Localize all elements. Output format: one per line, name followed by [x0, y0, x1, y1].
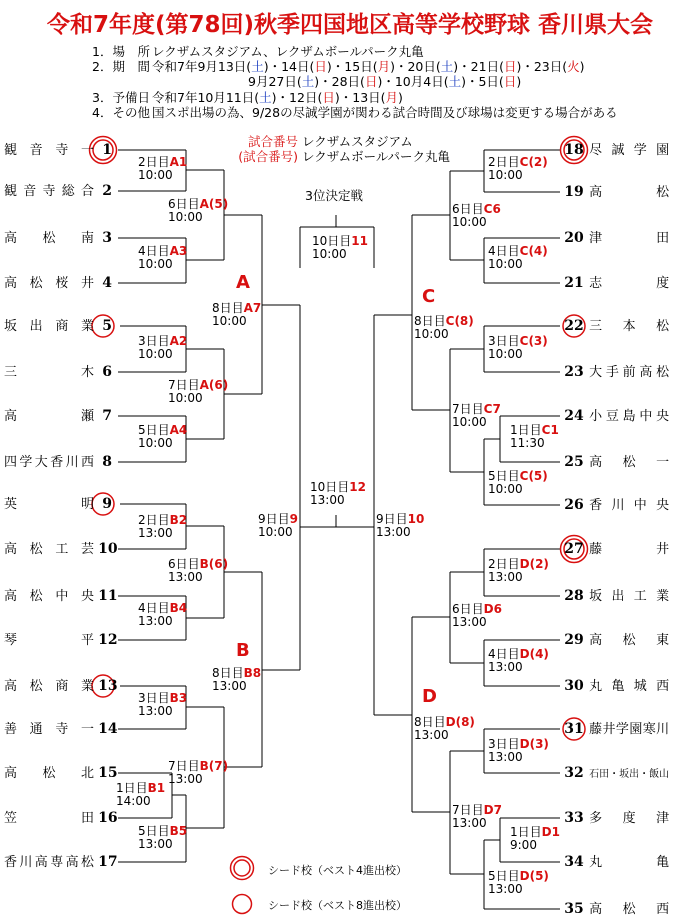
- match-label: 5日目C(5) 10:00: [488, 469, 548, 496]
- match-label: 5日目D(5) 13:00: [488, 869, 549, 896]
- team-name: 四学大香川西: [4, 455, 94, 470]
- team-entry: [563, 184, 669, 201]
- team-entry: [563, 364, 669, 381]
- match-label: 1日目C1 11:30: [510, 423, 559, 450]
- team-name: 津田: [589, 231, 670, 246]
- match-label: 6日目C6 10:00: [452, 202, 501, 229]
- team-entry: [4, 678, 116, 695]
- team-name: 観音寺総合: [4, 184, 94, 199]
- team-number: 5: [102, 318, 113, 334]
- match-label: 3日目D(3) 13:00: [488, 737, 549, 764]
- match-label: 4日目A3 10:00: [138, 244, 188, 271]
- legend-single-text: シード校（ベスト8進出校）: [268, 899, 407, 912]
- team-entry: [4, 496, 116, 513]
- team-number: 35: [564, 901, 584, 917]
- match-label: 8日目D(8) 13:00: [414, 715, 475, 742]
- match-label: 4日目D(4) 13:00: [488, 647, 549, 674]
- team-number: 2: [102, 183, 113, 199]
- team-number: 12: [98, 632, 118, 648]
- team-name: 高松一: [589, 455, 670, 470]
- team-name: 高松桜井: [4, 276, 94, 291]
- team-name: 丸亀城西: [589, 679, 670, 694]
- team-entry: [563, 318, 669, 335]
- match-label: 6日目D6 13:00: [452, 602, 502, 629]
- team-entry: [4, 632, 116, 649]
- match-label: 5日目B5 13:00: [138, 824, 188, 851]
- team-entry: [4, 454, 116, 471]
- team-name: 多度津: [589, 811, 670, 826]
- match-label: 9日目10 13:00: [376, 512, 425, 539]
- third-place-title: 3位決定戦: [305, 188, 363, 203]
- match-label: 7日目A(6) 10:00: [168, 378, 229, 405]
- team-name: 高瀬: [4, 409, 94, 424]
- team-entry: [4, 364, 116, 381]
- match-label: 2日目B2 13:00: [138, 513, 188, 540]
- team-name: 藤井: [589, 542, 670, 557]
- team-name: 善通寺一: [4, 722, 94, 737]
- team-number: 15: [98, 765, 118, 781]
- team-entry: [4, 810, 116, 827]
- team-name: 小豆島中央: [589, 409, 670, 424]
- team-number: 23: [564, 364, 584, 380]
- team-entry: [563, 765, 679, 783]
- team-name: 笠田: [4, 811, 94, 826]
- team-entry: [4, 230, 116, 247]
- team-entry: [563, 721, 669, 738]
- team-name: 高松北: [4, 766, 94, 781]
- block-b-label: B: [236, 640, 250, 661]
- team-number: 29: [564, 632, 584, 648]
- team-name: 坂出工業: [589, 589, 670, 604]
- team-number: 24: [564, 408, 584, 424]
- info-period: 2．期 間 令和7年9月13日(土)・14日(日)・15日(月)・20日(土)・21日(日)・23日(火): [92, 59, 585, 74]
- legend-double-text: シード校（ベスト4進出校）: [268, 864, 407, 877]
- team-name: 高松西: [589, 902, 670, 917]
- team-name: 藤井学園寒川: [589, 722, 670, 737]
- block-c-label: C: [422, 286, 436, 307]
- team-name: 高松南: [4, 231, 94, 246]
- block-d-label: D: [422, 686, 437, 707]
- team-number: 32: [564, 765, 584, 781]
- match-label: 6日目A(5) 10:00: [168, 197, 229, 224]
- match-label: 6日目B(6) 13:00: [168, 557, 229, 584]
- team-number: 33: [564, 810, 584, 826]
- team-number: 3: [102, 230, 113, 246]
- team-name: 志度: [589, 276, 670, 291]
- match-label: 10日目12 13:00: [310, 480, 366, 507]
- team-number: 9: [102, 496, 113, 512]
- team-name: 琴平: [4, 633, 94, 648]
- team-number: 28: [564, 588, 584, 604]
- team-number: 10: [98, 541, 118, 557]
- match-label: 2日目C(2) 10:00: [488, 155, 548, 182]
- match-label: 8日目B8 13:00: [212, 666, 262, 693]
- block-a-label: A: [236, 272, 250, 293]
- third-place-match: 10日目11 10:00: [312, 234, 368, 261]
- team-name: 高松工芸: [4, 542, 94, 557]
- venue-legend-num: 試合番号: [247, 134, 298, 149]
- match-label: 8日目C(8) 10:00: [414, 314, 474, 341]
- info-other: 4．その他 国スポ出場の為、9/28の尽誠学園が関わる試合時間及び球場は変更する場合がある: [92, 105, 618, 120]
- team-entry: [563, 142, 669, 159]
- match-label: 2日目A1 10:00: [138, 155, 188, 182]
- team-entry: [563, 632, 669, 649]
- team-entry: [563, 454, 669, 471]
- info-venue: 1．場 所 レクザムスタジアム、レクザムボールパーク丸亀: [92, 44, 424, 59]
- team-entry: [4, 765, 116, 782]
- legend-single-circle: [231, 893, 253, 919]
- match-label: 4日目B4 13:00: [138, 601, 188, 628]
- match-label: 8日目A7 10:00: [212, 301, 262, 328]
- team-number: 14: [98, 721, 118, 737]
- team-entry: [4, 318, 116, 335]
- team-number: 20: [564, 230, 584, 246]
- team-number: 1: [102, 142, 113, 158]
- match-label: 7日目C7 10:00: [452, 402, 501, 429]
- team-number: 25: [564, 454, 584, 470]
- match-label: 2日目D(2) 13:00: [488, 557, 549, 584]
- team-number: 7: [102, 408, 113, 424]
- team-number: 30: [564, 678, 584, 694]
- team-name: 高松商業: [4, 679, 94, 694]
- team-number: 22: [564, 318, 584, 334]
- info-period-cont: 9月27日(土)・28日(日)・10月4日(土)・5日(日): [248, 74, 522, 89]
- venue-legend-stadium: レクザムスタジアム: [301, 134, 413, 149]
- team-number: 34: [564, 854, 584, 870]
- team-entry: [4, 183, 116, 200]
- venue-legend-num-paren: (試合番号): [238, 149, 298, 164]
- team-name: 観音寺一: [4, 143, 94, 158]
- team-name: 香川中央: [589, 498, 670, 513]
- match-label: 3日目B3 13:00: [138, 691, 188, 718]
- match-label: 3日目C(3) 10:00: [488, 334, 548, 361]
- team-entry: [563, 588, 669, 605]
- match-label: 3日目A2 10:00: [138, 334, 188, 361]
- team-name: 香川高専高松: [4, 855, 94, 870]
- team-entry: [563, 901, 669, 918]
- team-name: 高松中央: [4, 589, 94, 604]
- team-entry: [4, 721, 116, 738]
- match-label: 4日目C(4) 10:00: [488, 244, 548, 271]
- team-number: 17: [98, 854, 118, 870]
- team-number: 6: [102, 364, 113, 380]
- page-title: 令和7年度(第78回)秋季四国地区高等学校野球 香川県大会: [46, 12, 654, 38]
- team-entry: [563, 230, 669, 247]
- match-label: 7日目D7 13:00: [452, 803, 502, 830]
- match-label: 1日目B1 14:00: [116, 781, 166, 808]
- team-entry: [563, 541, 669, 558]
- legend-double-circle: [229, 855, 255, 885]
- team-name: 石田・坂出・飯山: [589, 769, 670, 780]
- team-entry: [563, 678, 669, 695]
- team-name: 三木: [4, 365, 94, 380]
- venue-legend-ballpark: レクザムボールパーク丸亀: [301, 149, 450, 164]
- team-number: 19: [564, 184, 584, 200]
- team-number: 31: [564, 721, 584, 737]
- team-entry: [563, 275, 669, 292]
- team-number: 13: [98, 678, 118, 694]
- team-entry: [4, 854, 116, 871]
- team-entry: [4, 588, 116, 605]
- team-name: 丸亀: [589, 855, 670, 870]
- team-name: 大手前高松: [589, 365, 670, 380]
- team-entry: [4, 541, 116, 558]
- team-name: 高松: [589, 185, 670, 200]
- team-name: 三本松: [589, 319, 670, 334]
- team-entry: [4, 142, 116, 159]
- info-reserve: 3．予備日 令和7年10月11日(土)・12日(日)・13日(月): [92, 90, 403, 105]
- team-entry: [563, 854, 669, 871]
- team-name: 坂出商業: [4, 319, 94, 334]
- team-number: 27: [564, 541, 584, 557]
- team-number: 8: [102, 454, 113, 470]
- team-entry: [563, 408, 669, 425]
- team-name: 尽誠学園: [589, 143, 670, 158]
- team-entry: [4, 275, 116, 292]
- team-number: 18: [564, 142, 584, 158]
- team-entry: [563, 497, 669, 514]
- team-number: 26: [564, 497, 584, 513]
- team-entry: [4, 408, 116, 425]
- team-number: 16: [98, 810, 118, 826]
- team-number: 21: [564, 275, 584, 291]
- team-number: 11: [98, 588, 118, 604]
- team-entry: [563, 810, 669, 827]
- match-label: 7日目B(7) 13:00: [168, 759, 229, 786]
- team-name: 高松東: [589, 633, 670, 648]
- team-name: 英明: [4, 497, 94, 512]
- match-label: 5日目A4 10:00: [138, 423, 188, 450]
- team-number: 4: [102, 275, 113, 291]
- match-label: 1日目D1 9:00: [510, 825, 560, 852]
- match-label: 9日目9 10:00: [258, 512, 298, 539]
